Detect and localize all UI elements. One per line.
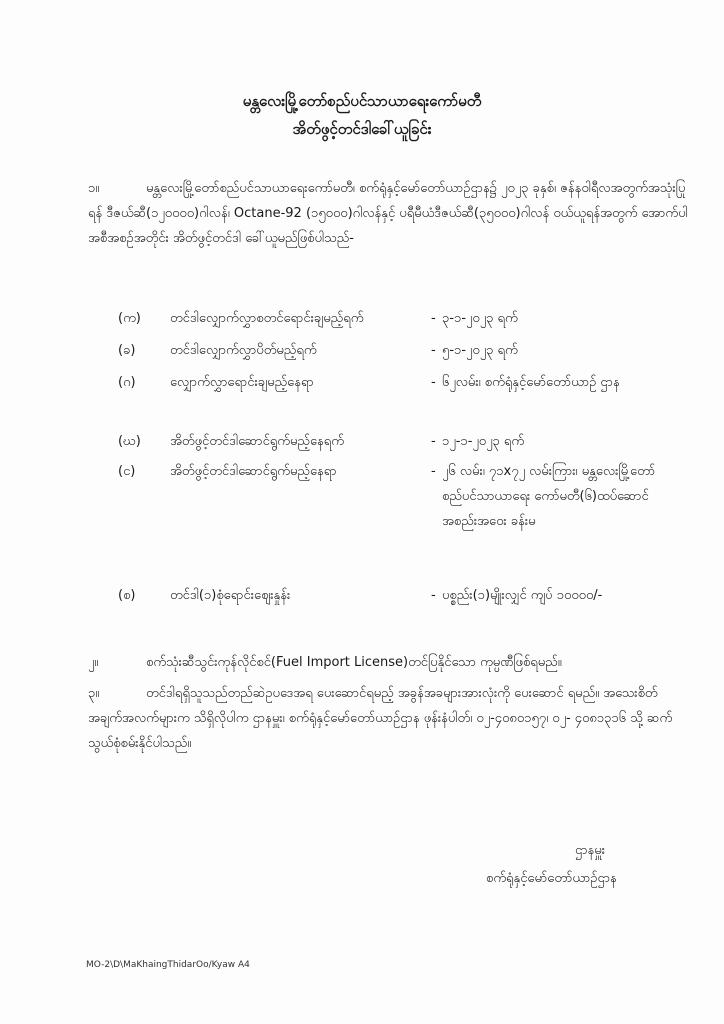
- item-key: (ဂ): [118, 375, 136, 390]
- paragraph-number: ၃။: [88, 686, 100, 701]
- item-dash: -: [431, 311, 436, 326]
- item-value: ၆၂လမ်း၊ စက်ရုံနှင့်မော်တော်ယာဉ် ဌာန: [442, 375, 620, 390]
- paragraph-number: ၁။: [88, 181, 100, 196]
- document-title: မန္တလေးမြို့တော်စည်ပင်သာယာရေးကော်မတီ: [242, 92, 482, 110]
- item-key: (ခ): [118, 343, 136, 358]
- item-dash: -: [431, 588, 436, 603]
- item-key: (က): [118, 311, 141, 326]
- item-value: ၃-၁-၂၀၂၃ ရက်: [442, 311, 518, 326]
- item-label: အိတ်ဖွင့်တင်ဒါဆောင်ရွက်မည့်နေရက်: [170, 434, 344, 449]
- paragraph-text: တင်ဒါရရှိသူသည်တည်ဆဲဥပဒေအရ ပေးဆောင်ရမည့် အခွန်အခများအားလုံးကို ပေးဆောင် ရမည်။ အသေးစိတ်အချက်အလက်များက သိရှိလိုပါက ဌာနမှူး၊ စက်ရုံနှင့်မော်တော်ယာဉ်ဌာန ဖုန်းနံပါတ်၊ ၀၂-၄၀၈၀၁၅၇၊ ၀၂- ၄၀၈၁၃၁၆ သို့ ဆက်သွယ်စုံစမ်းနိုင်ပါသည်။: [88, 686, 673, 751]
- item-label: လျှောက်လွှာရောင်းချမည့်နေရာ: [170, 375, 314, 390]
- item-label: တင်ဒါလျှောက်လွှာစတင်ရောင်းချမည့်ရက်: [170, 311, 364, 326]
- item-key: (ဃ): [118, 434, 141, 449]
- item-label: အိတ်ဖွင့်တင်ဒါဆောင်ရွက်မည့်နေရာ: [170, 464, 337, 479]
- paragraph-text: စက်သုံးဆီသွင်းကုန်လိုင်စင်(Fuel Import License)တင်ပြနိုင်သော ကုမ္ပဏီဖြစ်ရမည်။: [146, 655, 562, 670]
- item-value: ၁၂-၁-၂၀၂၃ ရက်: [442, 434, 525, 449]
- item-dash: -: [431, 434, 436, 449]
- intro-paragraph: [88, 176, 688, 251]
- signature-department: စက်ရုံနှင့်မော်တော်ယာဉ်ဌာန: [486, 871, 617, 886]
- item-key: (င): [118, 464, 136, 479]
- item-dash: -: [431, 464, 436, 479]
- paragraph-number: ၂။: [88, 655, 99, 670]
- footer-reference: MO-2\D\MaKhaingThidarOo/Kyaw A4: [86, 960, 250, 970]
- document-subtitle: အိတ်ဖွင့်တင်ဒါခေါ်ယူခြင်း: [292, 120, 432, 138]
- tax-contact-paragraph: [88, 681, 688, 756]
- license-paragraph: [88, 650, 688, 675]
- item-value: ပစ္စည်း(၁)မျိုးလျှင် ကျပ် ၁၀၀၀၀/-: [442, 588, 603, 603]
- item-label: တင်ဒါလျှောက်လွှာပိတ်မည့်ရက်: [170, 343, 317, 358]
- item-dash: -: [431, 343, 436, 358]
- item-label: တင်ဒါ(၁)စုံရောင်းဈေးနှုန်း: [170, 588, 291, 603]
- paragraph-text: မန္တလေးမြို့တော်စည်ပင်သာယာရေးကော်မတီ၊ စက်ရုံနှင့်မော်တော်ယာဉ်ဌာန၌ ၂၀၂၃ ခုနှစ်၊ ဇန်နဝါရီလအတွက်အသုံးပြုရန် ဒီဇယ်ဆီ(၁၂၀၀၀၀)ဂါလန်၊ Octane-92 (၁၅၀၀၀)ဂါလန်နှင့် ပရီမီယံဒီဇယ်ဆီ(၃၅၀၀၀)ဂါလန် ဝယ်ယူရန်အတွက် အောက်ပါအစီအစဉ်အတိုင်း အိတ်ဖွင့်တင်ဒါ ခေါ်ယူမည်ဖြစ်ပါသည်-: [88, 181, 688, 246]
- item-value: ၂၆ လမ်း၊ ၇၁x၇၂ လမ်းကြား၊ မန္တလေးမြို့တော်စည်ပင်သာယာရေး ကော်မတီ(၆)ထပ်ဆောင်အစည်းအဝေး ခန်းမ: [442, 464, 656, 529]
- item-dash: -: [431, 375, 436, 390]
- item-value: ၅-၁-၂၀၂၃ ရက်: [442, 343, 518, 358]
- signature-title: ဌာနမှူး: [575, 843, 606, 858]
- item-key: (စ): [118, 588, 136, 603]
